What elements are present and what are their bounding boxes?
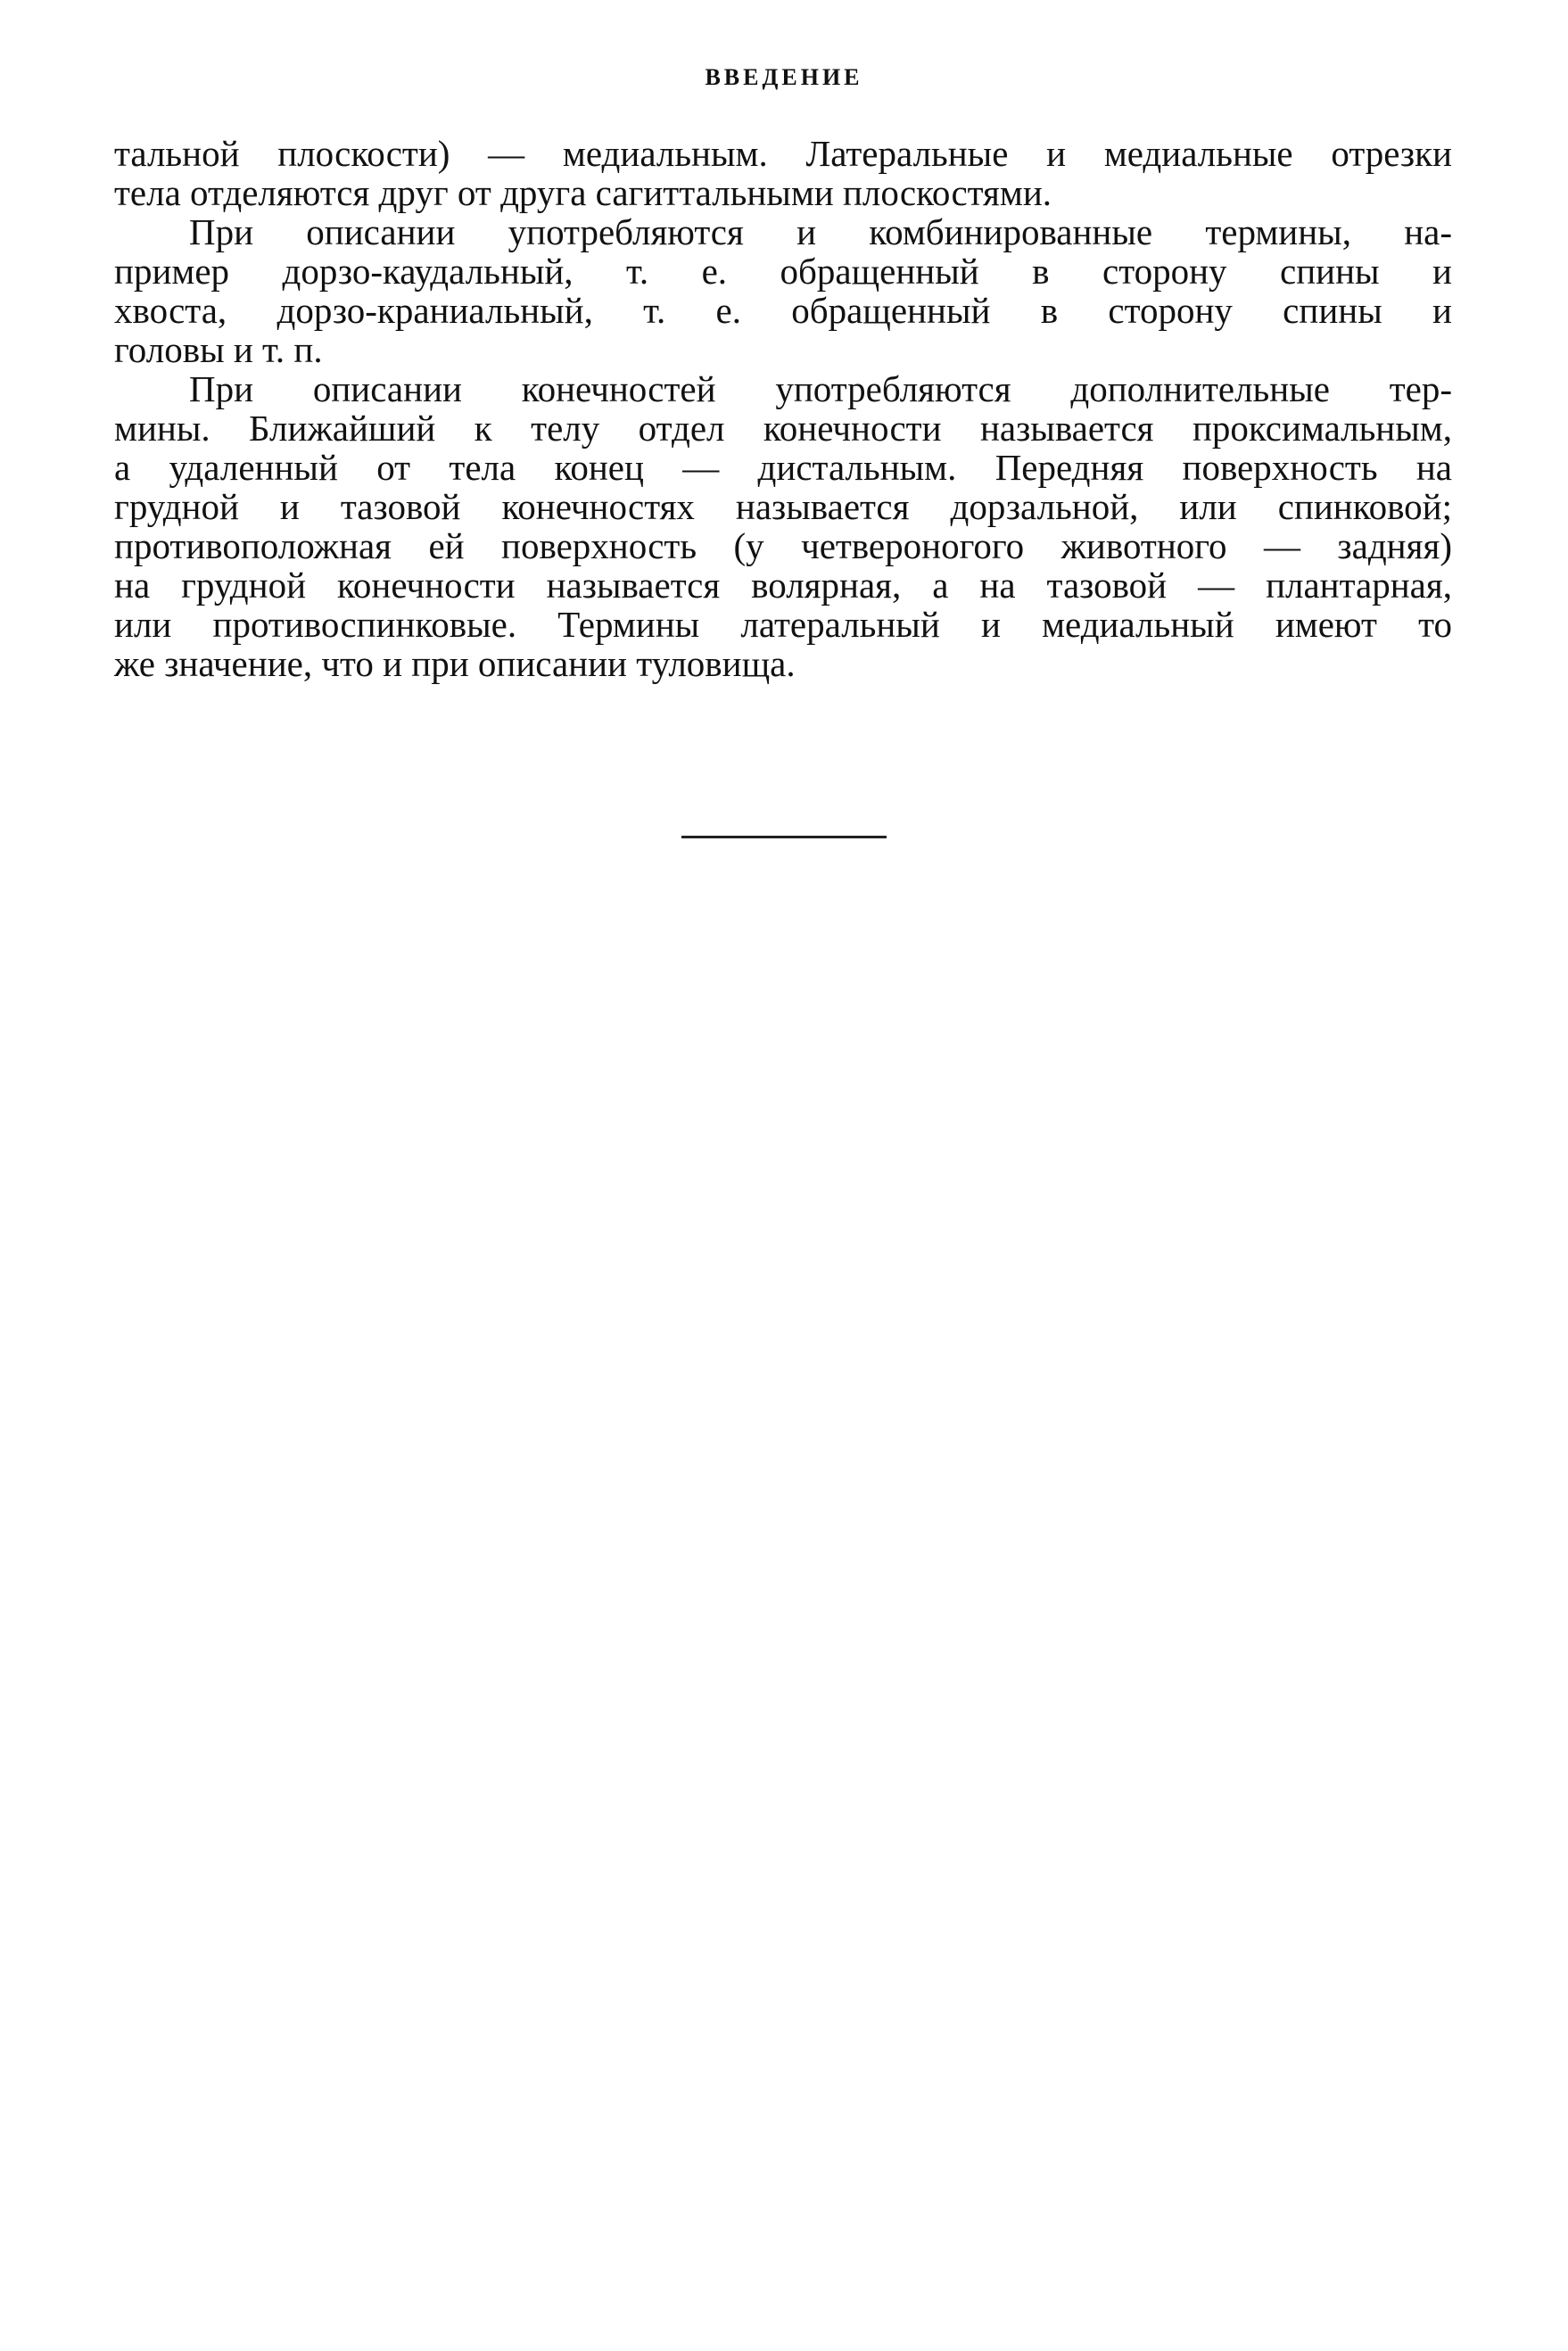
text-line: на грудной конечности называется волярная, а на тазовой — плантарная, [114,565,1452,606]
running-head: ВВЕДЕНИЕ [705,64,863,90]
text-line: противоположная ей поверхность (у четвероногого животного — задняя) [114,525,1452,566]
text-line: или противоспинковые. Термины латеральный и медиальный имеют то [114,604,1452,645]
text-line: а удаленный от тела конец — дистальным. Передняя поверхность на [114,447,1452,488]
paragraph-1 [114,134,1452,212]
text-line: пример дорзо-каудальный, т. е. обращенный в сторону спины и [114,251,1452,292]
paragraph-2 [114,212,1452,369]
text-line: тела отделяются друг от друга сагиттальными плоскостями. [114,172,1052,213]
text-line: При описании конечностей употребляются дополнительные тер- [189,368,1452,409]
text-line: головы и т. п. [114,329,323,370]
text-line: хвоста, дорзо-краниальный, т. е. обращенный в сторону спины и [114,290,1452,331]
text-line: мины. Ближайший к телу отдел конечности называется проксимальным, [114,408,1452,449]
text-line: грудной и тазовой конечностях называется дорзальной, или спинковой; [114,486,1452,527]
text-line: тальной плоскости) — медиальным. Латеральные и медиальные отрезки [114,133,1452,174]
text-line: При описании употребляются и комбинированные термины, на- [189,211,1452,252]
body-text [114,134,1452,683]
paragraph-3 [114,369,1452,683]
end-of-section-rule [681,836,887,838]
text-line: же значение, что и при описании туловища. [114,643,796,684]
